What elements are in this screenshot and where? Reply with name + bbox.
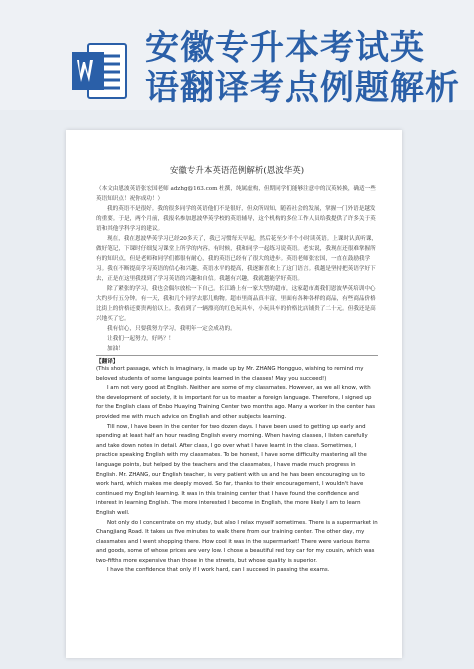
english-paragraph: Not only do I concentrate on my study, but also I relax myself sometimes. There is a supermarket in Changjiang Road. It takes us five minutes to walk there from our training center. The other day, my classmates and I went shopping there. How cool it was in the supermarket! There were various items and goods, some of whose prices are very low. I chose a beautiful red toy car for my cousin, which was two-fifths more expensive than those in the streets, but whose quality is superior. (96, 519, 378, 564)
document-title: 安徽专升本英语范例解析(恩波华英) (169, 166, 305, 176)
title-line-2: 语翻译考点例题解析 (145, 68, 460, 108)
translation-label: 【翻译】 (96, 359, 119, 365)
chinese-paragraph: 我有信心，只要我努力学习，我明年一定会成功的。 (107, 326, 236, 332)
chinese-paragraph: 除了紧张的学习，我也会偶尔放松一下自己。长江路上有一家大型的超市，这家超市离我们恩波华英培训中心大约步行五分钟。有一天，我和几个同学去那儿购物。超市里商品真丰富，里面有各种各样的商品，有些商品价格比街上的价格还要贵两倍以上。我看到了一辆漂亮的红色玩具车，小玩具车的价格比店铺贵了二十元。但我还是高兴地买了它。 (96, 286, 376, 322)
chinese-paragraph: 现在，我在恩波华英学习已经20多天了，我已习惯每天早起，然后花至少半个小时读英语。上课时认真听课，做好笔记，下课时仔细复习课堂上所学的内容。有时候，我和同学一起练习说英语。老实说，我现在还很难掌握所有的知识点，但是老师和同学们都很有耐心，我的英语已经有了很大的进步。英语老师张宏国，一直在鼓励我学习。我在不断提高学习英语的信心和兴趣。英语水平的提高，我逐渐喜欢上了这门语言。我越是坚持把英语学好下去，正是在这里我找到了学习英语的兴趣和自信。我越有兴趣，我就越能学好英语。 (96, 236, 378, 282)
chinese-paragraph: 我的英语不是很好。我的很多同学的英语他们不是很好，但众所周知，随着社会的发展，掌握一门外语是越发的重要。于是，两个月前，我报名参加恩波华英学校的英语辅导，这个机构的多位工作人员给我提供了许多关于英语和其他学科学习的建议。 (96, 206, 376, 232)
word-document-icon (70, 40, 128, 102)
chinese-paragraph: 加油！ (107, 346, 124, 352)
english-paragraph: I am not very good at English. Neither are some of my classmates. However, as we all know, with the development of society, it is important for us to master a foreign language. Therefore, I signed up for the English class of Enbo Huaying Training Center two months ago. Many a worker in the center has provided me with much advice on English and other subjects learning. (96, 385, 376, 420)
chinese-paragraph: 让我们一起努力，好吗？！ (107, 336, 175, 342)
document-page (66, 130, 402, 658)
page-title (145, 28, 465, 108)
page-header (0, 0, 474, 110)
english-paragraph: Till now, I have been in the center for two dozen days. I have been used to getting up early and spending at least half an hour reading English every morning. When having classes, I listen carefully and take down notes in detail. After class, I go over what I have learnt in the class. Sometimes, I practice speaking English with my classmates. To be honest, I have some difficulty mastering all the language points, but helped by the teachers and the classmates, I have made much progress in English. Mr. ZHANG, our English teacher, is very patient with us and he has been encouraging us to work hard, which makes me deeply moved. So far, thanks to their encouragement, I wouldn't have continued my English learning. It was in this training center that I have found the confidence and interest in learning English. The more interested I become in English, the more likely I am to learn English well. (96, 423, 368, 516)
intro-note: （本文由恩波英语张宏国老师 adzhg@163.com 杜撰，纯属虚构，但期同学们能够注意中的汉英转换，确适一些英语知识点！祝你成功！） (96, 186, 376, 202)
english-paragraph: I have the confidence that only if I work hard, can I succeed in passing the exams. (107, 567, 330, 574)
title-line-1: 安徽专升本考试英 (145, 28, 425, 68)
english-paragraph: (This short passage, which is imaginary, is made up by Mr. ZHANG Hongguo, wishing to remind my beloved students of some language points learned in the classes! May you succeed!) (96, 366, 364, 382)
section-divider (96, 355, 378, 356)
